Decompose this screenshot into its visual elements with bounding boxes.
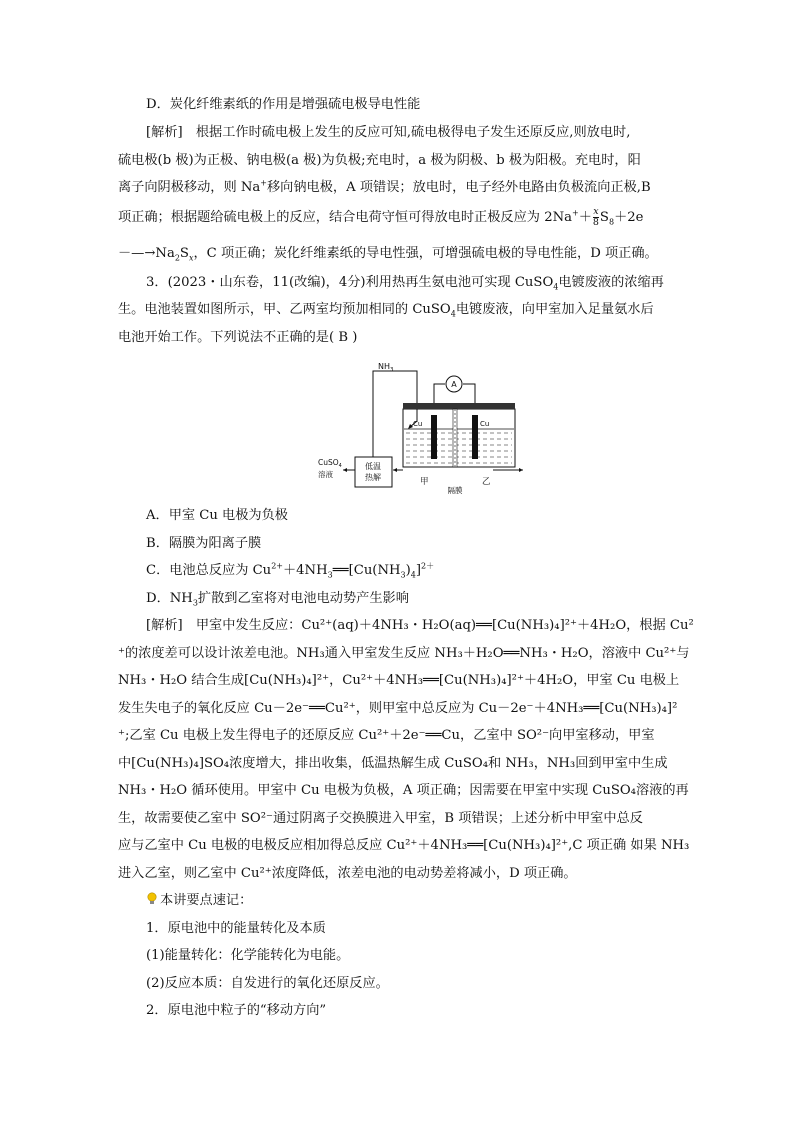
analysis-2-line-5: ⁺;乙室 Cu 电极上发生得电子的还原反应 Cu²⁺＋2e⁻══Cu，乙室中 SO²⁻向甲室移动，甲室 <box>118 728 655 743</box>
cu-electrode-right <box>472 415 478 459</box>
option-d: D．$NH_3$扩散到乙室将对电池电动势产生影响 <box>146 591 409 608</box>
analysis-2-line-10: 进入乙室，则乙室中 Cu²⁺浓度降低，浓差电池的电动势差将减小，D 项正确。 <box>118 866 577 881</box>
lightbulb-icon <box>146 892 158 906</box>
analysis-2-line-6: 中[Cu(NH₃)₄]SO₄浓度增大，排出收集，低温热解生成 CuSO₄和 NH₃，NH₃回到甲室中生成 <box>118 756 668 771</box>
analysis-2-line-7: NH₃・H₂O 循环使用。甲室中 Cu 电极为负极，A 项正确；因需要在甲室中实现 CuSO₄溶液的再 <box>118 783 689 798</box>
summary-point-2: 2．原电池中粒子的“移动方向” <box>146 1003 327 1018</box>
cu-electrode-left <box>431 415 437 459</box>
question-3-line-1: 3．(2023・山东卷，11(改编)，4分)利用热再生氨电池可实现 CuSO$_4$电镀废液的浓缩再 <box>146 275 664 292</box>
box-label-2: 热解 <box>365 473 381 482</box>
outflow-arrow-icon <box>519 468 523 472</box>
analysis-2-line-3: NH₃・H₂O 结合生成[Cu(NH₃)₄]²⁺，Cu²⁺＋4NH₃══[Cu(NH₃)₄]²⁺＋4H₂O，甲室 Cu 电极上 <box>118 673 680 688</box>
analysis-2-line-9: 应与乙室中 Cu 电极的电极反应相加得总反应 Cu²⁺＋4NH₃══[Cu(NH₃)₄]²⁺,C 项正确 如果 NH₃ <box>118 838 690 853</box>
cell-lid <box>403 403 515 409</box>
nh3-label: $NH_3$ <box>378 362 394 373</box>
cuso4-arrow-icon <box>343 468 347 472</box>
summary-point-1a: (1)能量转化：化学能转化为电能。 <box>146 948 350 963</box>
summary-point-1b: (2)反应本质：自发进行的氧化还原反应。 <box>146 976 389 991</box>
option-c: C．电池总反应为 $Cu^{2+}+4NH_3══[Cu(NH_3)_4]^{2+}$ <box>146 561 435 580</box>
membrane-label: 隔膜 <box>447 486 463 495</box>
summary-point-1: 1．原电池中的能量转化及本质 <box>146 921 326 936</box>
cell-container <box>403 409 515 467</box>
solution-label: 溶液 <box>318 470 333 479</box>
analysis-1-line-2: 硫电极(b 极)为正极、钠电极(a 极)为负极;充电时，a 极为阴极、b 极为阳极。充电时，阳 <box>118 153 641 168</box>
ammeter-label: A <box>451 380 457 389</box>
option-b: B．隔膜为阳离子膜 <box>146 536 262 551</box>
analysis-1-line-3: 离子向阴极移动，则 Na+移向钠电极，A 项错误；放电时，电子经外电路由负极流向正极,B <box>118 178 651 195</box>
analysis-1-line-5: $-—\to Na_2S_x$，C 项正确；炭化纤维素纸的导电性强，可增强硫电极的导电性能，D 项正确。 <box>118 246 658 263</box>
analysis-2-line-8: 生，故需要使乙室中 SO²⁻通过阴离子交换膜进入甲室，B 项错误；上述分析中甲室中总反 <box>118 811 643 826</box>
battery-diagram <box>300 357 530 497</box>
analysis-2-line-1: [解析] 甲室中发生反应：Cu²⁺(aq)＋4NH₃・H₂O(aq)══[Cu(NH₃)₄]²⁺＋4H₂O，根据 Cu² <box>146 618 694 633</box>
cuso4-label: CuSO$_4$ <box>318 458 342 469</box>
analysis-1-line-1: [解析] 根据工作时硫电极上发生的反应可知,硫电极得电子发生还原反应,则放电时, <box>146 125 631 140</box>
box-label-1: 低温 <box>365 462 381 471</box>
summary-title: 本讲要点速记： <box>146 892 706 910</box>
analysis-2-line-4: 发生失电子的氧化反应 Cu－2e⁻══Cu²⁺，则甲室中总反应为 Cu－2e⁻＋4NH₃══[Cu(NH₃)₄]² <box>118 701 678 716</box>
fraction-x-over-8: $\frac{x}{8}$ <box>592 206 599 228</box>
cu-right-label: Cu <box>480 420 490 428</box>
wire-left <box>434 384 445 403</box>
chamber-jia-label: 甲 <box>420 477 429 487</box>
option-a: A．甲室 Cu 电极为负极 <box>146 508 288 523</box>
question-3-line-3: 电池开始工作。下列说法不正确的是( B ) <box>118 330 358 345</box>
wire-right <box>463 384 475 403</box>
pyrolysis-inlet-arrow-icon <box>393 468 397 472</box>
analysis-2-line-2: ⁺的浓度差可以设计浓差电池。NH₃通入甲室发生反应 NH₃＋H₂O══NH₃・H₂O，溶液中 Cu²⁺与 <box>118 646 690 661</box>
analysis-1-line-4: 项正确；根据题给硫电极上的反应，结合电荷守恒可得放电时正极反应为 2Na+＋ $\frac{x}{8}$ $S_8+2e$ <box>118 206 644 228</box>
question-3-line-2: 生。电池装置如图所示，甲、乙两室均预加相同的 CuSO$_4$电镀废液，向甲室加入足量氨水后 <box>118 302 654 319</box>
chamber-yi-label: 乙 <box>482 477 491 487</box>
cu-left-label: Cu <box>413 420 423 428</box>
previous-option-d: D．炭化纤维素纸的作用是增强硫电极导电性能 <box>146 97 421 112</box>
